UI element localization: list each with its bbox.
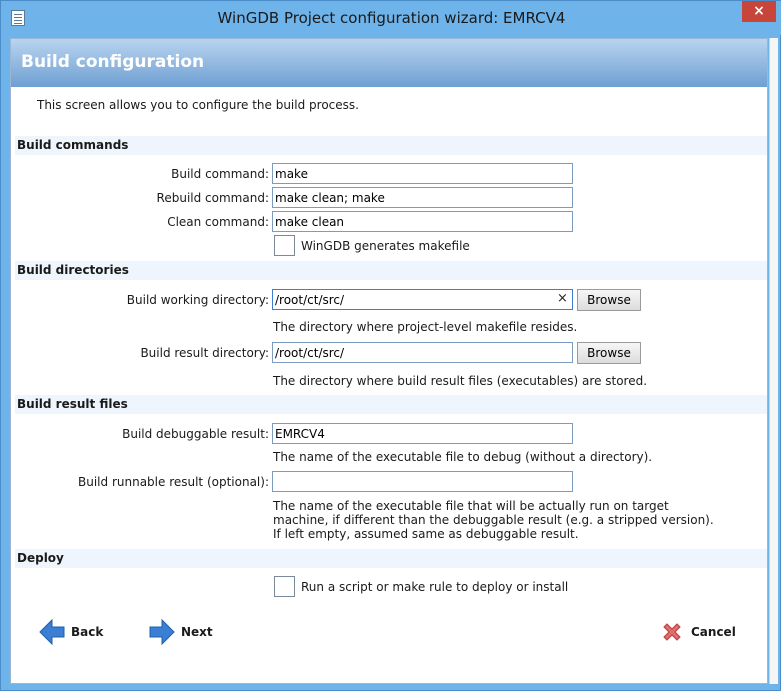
working-directory-label: Build working directory: — [126, 293, 269, 307]
section-build-result-files — [15, 395, 767, 414]
section-title: Build result files — [17, 397, 128, 411]
makefile-checkbox[interactable] — [274, 235, 295, 256]
section-build-directories — [15, 261, 767, 280]
result-directory-input[interactable] — [272, 342, 573, 363]
clean-command-input[interactable] — [272, 211, 573, 232]
wizard-client — [10, 38, 768, 684]
close-button[interactable]: × — [742, 1, 776, 22]
next-button[interactable]: Next — [181, 625, 213, 639]
runnable-result-hint-line-2: machine, if different than the debuggable result (e.g. a stripped version). — [273, 513, 714, 527]
page-title: Build configuration — [21, 52, 205, 72]
page-header — [11, 39, 767, 87]
section-build-commands — [15, 136, 767, 155]
runnable-result-hint-line-1: The name of the executable file that will be actually run on target — [273, 499, 669, 513]
title-bar[interactable] — [1, 1, 781, 35]
rebuild-command-input[interactable] — [272, 187, 573, 208]
window-title: WinGDB Project configuration wizard: EMRCV4 — [217, 9, 566, 27]
section-title: Build commands — [17, 138, 129, 152]
build-command-label: Build command: — [171, 167, 269, 181]
debuggable-result-hint: The name of the executable file to debug (without a directory). — [273, 450, 653, 464]
browse-result-directory-button[interactable]: Browse — [577, 342, 641, 364]
debuggable-result-label: Build debuggable result: — [122, 427, 269, 441]
browse-working-directory-button[interactable]: Browse — [577, 289, 641, 311]
result-directory-label: Build result directory: — [140, 346, 269, 360]
intro-text: This screen allows you to configure the build process. — [37, 98, 359, 112]
build-command-input[interactable] — [272, 163, 573, 184]
next-arrow-icon[interactable] — [148, 618, 176, 646]
deploy-checkbox-label[interactable]: Run a script or make rule to deploy or install — [301, 580, 569, 594]
working-directory-hint: The directory where project-level makefile resides. — [273, 320, 578, 334]
back-button[interactable]: Back — [71, 625, 104, 639]
clear-icon[interactable]: × — [557, 291, 568, 306]
back-arrow-icon[interactable] — [38, 618, 66, 646]
deploy-checkbox[interactable] — [274, 576, 295, 597]
clean-command-label: Clean command: — [167, 215, 269, 229]
runnable-result-label: Build runnable result (optional): — [78, 475, 269, 489]
runnable-result-input[interactable] — [272, 471, 573, 492]
result-directory-hint: The directory where build result files (executables) are stored. — [273, 374, 648, 388]
section-title: Build directories — [17, 263, 129, 277]
debuggable-result-input[interactable] — [272, 423, 573, 444]
cancel-button[interactable]: Cancel — [691, 625, 736, 639]
runnable-result-hint-line-3: If left empty, assumed same as debuggable result. — [273, 527, 579, 541]
rebuild-command-label: Rebuild command: — [156, 191, 269, 205]
section-title: Deploy — [17, 551, 64, 565]
window-edge — [769, 38, 778, 684]
cancel-x-icon[interactable] — [661, 621, 683, 643]
section-deploy — [15, 549, 767, 568]
working-directory-input[interactable] — [272, 289, 573, 310]
makefile-checkbox-label[interactable]: WinGDB generates makefile — [301, 239, 470, 253]
